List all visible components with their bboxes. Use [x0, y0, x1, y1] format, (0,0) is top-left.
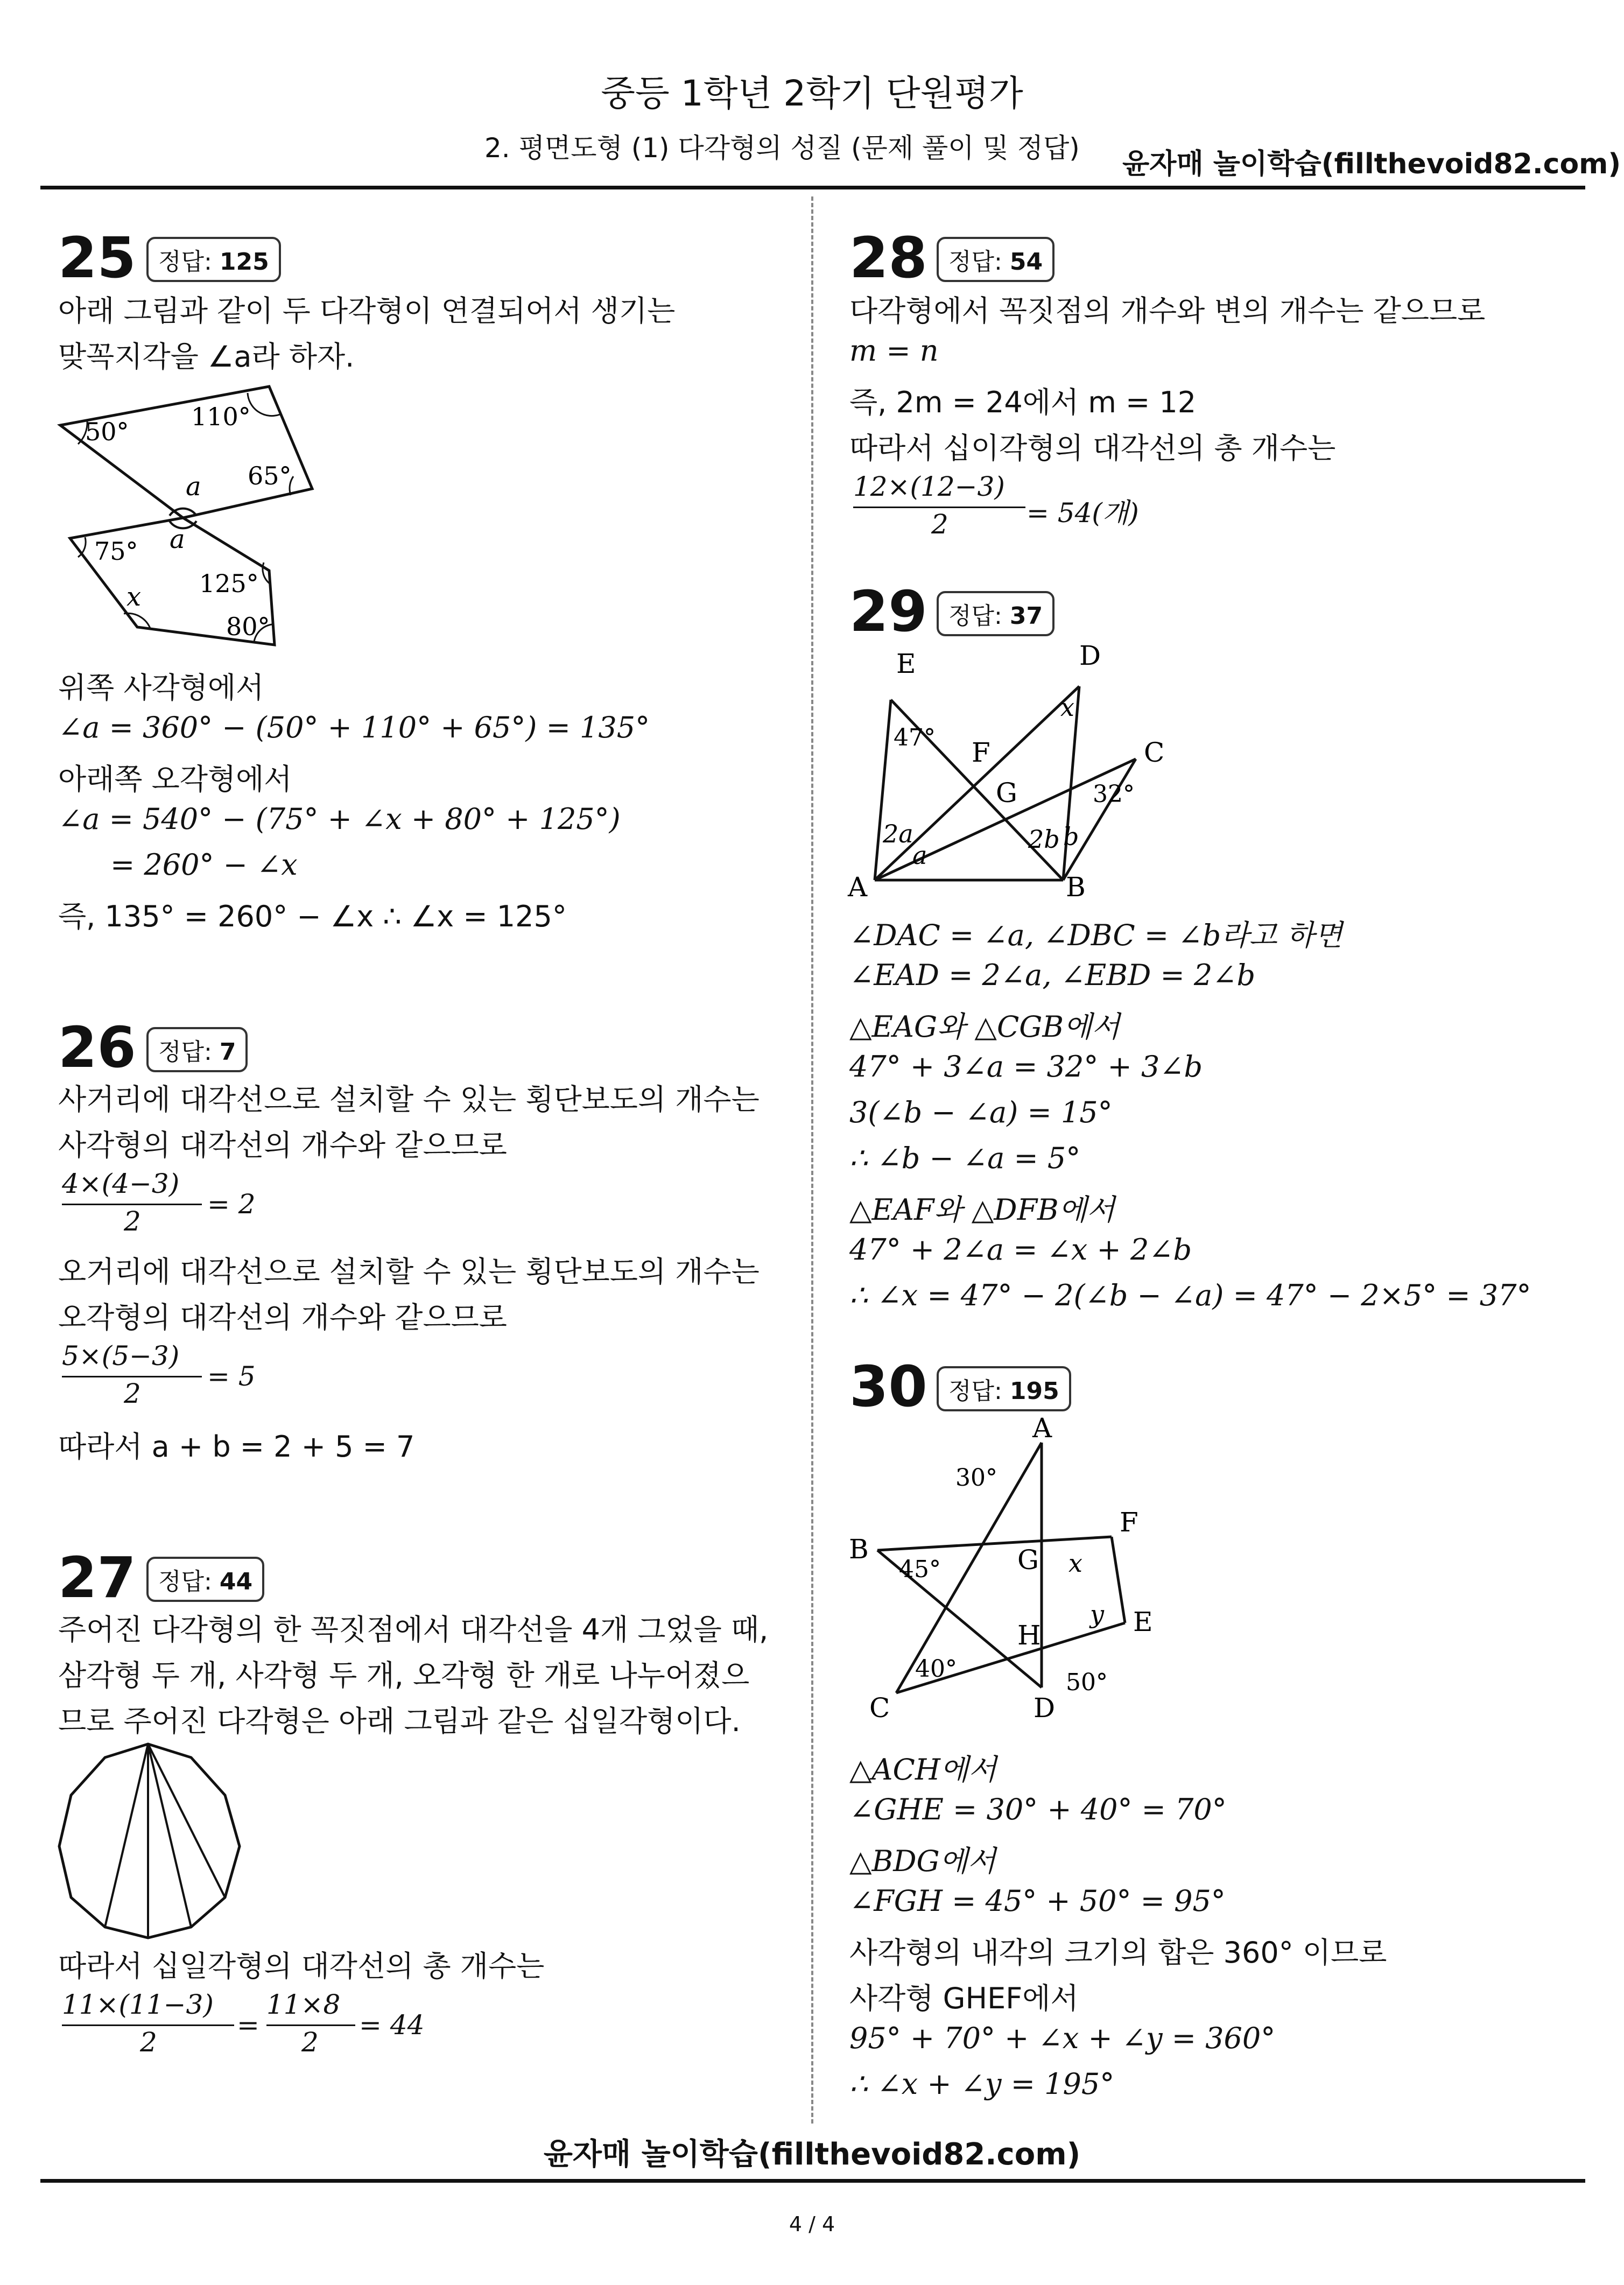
q27-text-3: 므로 주어진 다각형은 아래 그림과 같은 십일각형이다.: [58, 1704, 741, 1738]
column-divider: [811, 196, 813, 2124]
angle-2b: 2b: [1028, 825, 1060, 854]
q29-sol-3: △EAG와 △CGB에서: [849, 1010, 1120, 1044]
fraction-bar: [62, 1204, 202, 1205]
angle-x: x: [1060, 693, 1074, 722]
fraction-bar: [853, 507, 1025, 508]
vertex-G: G: [1017, 1544, 1039, 1576]
question-number-29: 29: [849, 579, 927, 644]
page-subtitle: 2. 평면도형 (1) 다각형의 성질 (문제 풀이 및 정답): [484, 132, 1080, 164]
diagonal: [105, 1744, 148, 1927]
page-title: 중등 1학년 2학기 단원평가: [601, 73, 1023, 114]
numerator: 12×(12−3): [853, 471, 1005, 502]
label-80: 80°: [226, 612, 270, 641]
denominator: 2: [124, 1206, 141, 1237]
answer-badge-28: [937, 237, 1054, 282]
label-x: x: [126, 582, 142, 612]
angle-arc: [248, 393, 280, 416]
q25-sol-2: ∠a = 360° − (50° + 110° + 65°) = 135°: [58, 711, 650, 744]
q27-text-1: 주어진 다각형의 한 꼭짓점에서 대각선을 4개 그었을 때,: [58, 1613, 769, 1647]
fraction-result: = 2: [207, 1189, 256, 1220]
answer-label: 정답:: [948, 1377, 1002, 1405]
vertex-F: F: [972, 737, 990, 768]
q28-text-4: 따라서 십이각형의 대각선의 총 개수는: [849, 431, 1336, 465]
answer-label: 정답:: [158, 248, 212, 276]
q30-sol-1: △ACH에서: [849, 1753, 997, 1787]
q30-sol-8: ∴ ∠x + ∠y = 195°: [849, 2067, 1115, 2101]
header-brand: 윤자매 놀이학습(fillthevoid82.com): [1122, 148, 1621, 180]
fraction-bar: [62, 2024, 234, 2026]
angle-b: b: [1063, 822, 1079, 851]
vertex-C: C: [869, 1692, 890, 1724]
hendecagon: [59, 1744, 240, 1938]
vertex-H: H: [1017, 1620, 1041, 1651]
label-65: 65°: [248, 461, 292, 490]
angle-x: x: [1068, 1549, 1082, 1578]
q30-sol-3: △BDG에서: [849, 1844, 996, 1878]
numerator: 4×(4−3): [62, 1168, 180, 1199]
fraction-bar: [62, 1376, 202, 1377]
fraction-result: = 54(개): [1027, 497, 1139, 529]
diagonal: [148, 1744, 191, 1927]
q28-text-1: 다각형에서 꼭짓점의 개수와 변의 개수는 같으므로: [849, 294, 1486, 328]
segment-AE: [875, 700, 891, 880]
answer-value: 37: [1009, 602, 1043, 630]
label-125: 125°: [199, 569, 259, 598]
answer-value: 7: [219, 1038, 236, 1066]
header-rule: [40, 186, 1585, 189]
page-number: 4 / 4: [789, 2212, 835, 2236]
denominator: 2: [124, 1378, 141, 1409]
question-number-28: 28: [849, 225, 927, 291]
q25-sol-4: ∠a = 540° − (75° + ∠x + 80° + 125°): [58, 802, 621, 836]
label-50: 50°: [85, 417, 129, 446]
answer-badge-30: [937, 1366, 1071, 1411]
answer-value: 125: [219, 248, 269, 276]
hendecagon-figure: [54, 1739, 280, 1943]
q30-sol-4: ∠FGH = 45° + 50° = 95°: [849, 1884, 1226, 1918]
q29-sol-5: 3(∠b − ∠a) = 15°: [849, 1095, 1113, 1129]
angle-40: 40°: [915, 1655, 957, 1683]
q30-sol-5: 사각형의 내각의 크기의 합은 360° 이므로: [849, 1936, 1387, 1970]
vertex-F: F: [1120, 1507, 1138, 1538]
angle-arc: [78, 537, 86, 557]
q29-sol-1: ∠DAC = ∠a, ∠DBC = ∠b라고 하면: [849, 918, 1342, 952]
fraction-result: = 44: [359, 2009, 425, 2041]
question-number-30: 30: [849, 1354, 927, 1419]
vertex-D: D: [1079, 641, 1101, 671]
angle-y: y: [1090, 1600, 1104, 1629]
vertex-G: G: [996, 777, 1017, 808]
q25-text-1: 아래 그림과 같이 두 다각형이 연결되어서 생기는: [58, 294, 676, 328]
diagonal: [148, 1744, 225, 1897]
q29-sol-4: 47° + 3∠a = 32° + 3∠b: [849, 1050, 1203, 1084]
q28-text-2: m = n: [849, 334, 939, 368]
q26-text-2: 사각형의 대각선의 개수와 같으므로: [58, 1128, 507, 1162]
angle-2a: 2a: [883, 819, 913, 848]
q29-sol-2: ∠EAD = 2∠a, ∠EBD = 2∠b: [849, 958, 1256, 992]
q25-sol-1: 위쪽 사각형에서: [58, 671, 264, 705]
label-110: 110°: [191, 402, 251, 431]
vertex-A: A: [1032, 1416, 1052, 1444]
answer-badge-29: [937, 591, 1054, 636]
answer-badge-27: [146, 1557, 264, 1602]
answer-label: 정답:: [158, 1038, 212, 1066]
q29-sol-7: △EAF와 △DFB에서: [849, 1193, 1115, 1227]
segment-FE: [1112, 1537, 1125, 1623]
angle-45: 45°: [899, 1556, 941, 1583]
numerator: 11×(11−3): [62, 1989, 214, 2020]
q30-sol-6: 사각형 GHEF에서: [849, 1981, 1079, 2015]
question-number-25: 25: [58, 225, 136, 291]
fraction-equals: =: [237, 2009, 259, 2041]
angle-50: 50°: [1066, 1669, 1108, 1696]
vertex-B: B: [1066, 871, 1086, 899]
answer-badge-26: [146, 1027, 248, 1072]
angle-a: a: [912, 841, 927, 870]
vertex-A: A: [848, 871, 868, 899]
q27-text-2: 삼각형 두 개, 사각형 두 개, 오각형 한 개로 나누어졌으: [58, 1658, 750, 1692]
q26-text-4: 오각형의 대각선의 개수와 같으므로: [58, 1300, 507, 1334]
label-a-upper: a: [186, 472, 201, 502]
q26-text-3: 오거리에 대각선으로 설치할 수 있는 횡단보도의 개수는: [58, 1255, 760, 1289]
vertex-C: C: [1144, 737, 1165, 768]
q28-text-3: 즉, 2m = 24에서 m = 12: [849, 385, 1197, 419]
answer-value: 44: [219, 1568, 253, 1595]
denominator: 2: [931, 509, 948, 540]
fraction-result: = 5: [207, 1361, 256, 1392]
denominator: 2: [140, 2027, 157, 2058]
q30-figure: [842, 1416, 1198, 1733]
label-75: 75°: [94, 537, 138, 566]
q29-sol-8: 47° + 2∠a = ∠x + 2∠b: [849, 1233, 1192, 1267]
vertex-E: E: [1133, 1606, 1153, 1637]
q30-sol-7: 95° + 70° + ∠x + ∠y = 360°: [849, 2021, 1276, 2055]
numerator: 11×8: [266, 1989, 341, 2020]
angle-30: 30°: [955, 1464, 997, 1492]
answer-label: 정답:: [158, 1568, 212, 1595]
q26-text-1: 사거리에 대각선으로 설치할 수 있는 횡단보도의 개수는: [58, 1082, 760, 1116]
answer-badge-25: [146, 237, 281, 282]
q25-sol-5: = 260° − ∠x: [110, 848, 298, 882]
q29-sol-9: ∴ ∠x = 47° − 2(∠b − ∠a) = 47° − 2×5° = 37°: [849, 1278, 1531, 1312]
denominator: 2: [301, 2027, 319, 2058]
answer-label: 정답:: [948, 602, 1002, 630]
footer-rule: [40, 2179, 1585, 2183]
numerator: 5×(5−3): [62, 1340, 180, 1372]
answer-label: 정답:: [948, 248, 1002, 276]
q27-text-4: 따라서 십일각형의 대각선의 총 개수는: [58, 1949, 545, 1983]
q29-sol-6: ∴ ∠b − ∠a = 5°: [849, 1141, 1081, 1175]
question-number-27: 27: [58, 1545, 136, 1611]
label-a-lower: a: [170, 524, 185, 554]
footer-brand: 윤자매 놀이학습(fillthevoid82.com): [543, 2137, 1081, 2172]
q25-sol-6: 즉, 135° = 260° − ∠x ∴ ∠x = 125°: [58, 899, 567, 933]
q25-sol-3: 아래쪽 오각형에서: [58, 762, 292, 796]
q30-sol-2: ∠GHE = 30° + 40° = 70°: [849, 1792, 1227, 1826]
angle-32: 32°: [1093, 781, 1135, 808]
q25-text-2: 맞꼭지각을 ∠a라 하자.: [58, 340, 355, 374]
vertex-D: D: [1034, 1692, 1056, 1724]
fraction-bar: [266, 2024, 355, 2026]
answer-value: 195: [1009, 1377, 1059, 1405]
angle-47: 47°: [894, 724, 936, 751]
q29-figure: [842, 641, 1192, 899]
question-number-26: 26: [58, 1015, 136, 1080]
vertex-B: B: [849, 1534, 869, 1565]
q25-figure: [54, 377, 334, 667]
answer-value: 54: [1009, 248, 1043, 276]
vertex-E: E: [896, 648, 916, 679]
q26-text-5: 따라서 a + b = 2 + 5 = 7: [58, 1430, 415, 1464]
